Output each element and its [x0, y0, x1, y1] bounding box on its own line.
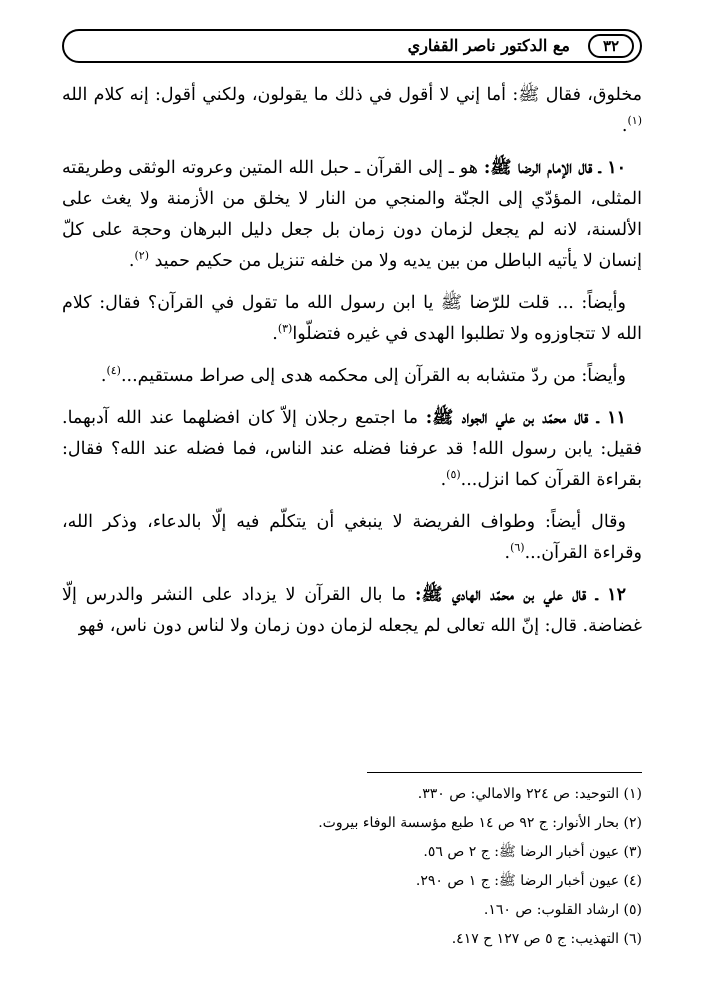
footnotes [62, 780, 642, 954]
running-header [62, 29, 642, 63]
footnote-ref: (٣) [277, 322, 293, 336]
footnote-ref: (٢) [134, 249, 149, 263]
paragraph [62, 580, 642, 642]
footnote-separator [367, 772, 642, 773]
numbered-heading: ١١ ـ قال محمّد بن علي الجواد ﷺ: [425, 408, 626, 428]
footnote-ref: (٤) [106, 364, 121, 378]
footnote-ref: (١) [627, 114, 642, 128]
footnote: (٤) عيون أخبار الرضا ﷺ: ج ١ ص ٢٩٠. [415, 873, 642, 889]
footnote: (٢) بحار الأنوار: ج ٩٢ ص ١٤ طبع مؤسسة الوفاء بيروت. [318, 815, 642, 831]
numbered-heading: ١٢ ـ قال علي بن محمّد الهادي ﷺ: [415, 585, 626, 605]
paragraph-text: وأيضاً: ... قلت للرّضا ﷺ يا ابن رسول الله ما تقول في القرآن؟ فقال: كلام الله لا تتجاوزوه ولا تطلبوا الهدى في غيره فتضلّوا [62, 293, 642, 344]
footnote: (٥) ارشاد القلوب: ص ١٦٠. [483, 902, 642, 918]
numbered-heading: ١٠ ـ قال الإمام الرضا ﷺ: [483, 158, 626, 178]
page-number: ٣٢ [588, 34, 634, 58]
main-text [62, 80, 642, 642]
paragraph-text: وقال أيضاً: وطواف الفريضة لا ينبغي أن يتكلّم فيه إلّا بالدعاء، وذكر الله، وقراءة القرآن... [62, 512, 642, 563]
footnote-ref: (٥) [446, 468, 461, 482]
running-title: مع الدكتور ناصر القفاري [407, 36, 570, 55]
paragraph-text: وأيضاً: من ردّ متشابه به القرآن إلى محكمه هدى إلى صراط مستقيم... [120, 366, 626, 386]
paragraph-text: هو ـ إلى القرآن ـ حبل الله المتين وعروته الوثقى وطريقته المثلى، المؤدّي إلى الجنّة والمنجي من النار لا يخلق من الأزمنة ولا يغث على الألسنة، لانه لم يجعل لزمان دون زمان بل جعل دليل البرهان وحجة على كلّ إنسان لا يأتيه الباطل من بين يديه ولا من خلفه تنزيل من حكيم حميد [62, 158, 642, 271]
paragraph-text: مخلوق، فقال ﷺ: أما إني لا أقول في ذلك ما يقولون، ولكني أقول: إنه كلام الله [62, 85, 642, 105]
footnote: (١) التوحيد: ص ٢٢٤ والامالي: ص ٣٣٠. [417, 786, 642, 802]
paragraph-text: ما اجتمع رجلان إلاّ كان افضلهما عند الله آدبهما. فقيل: يابن رسول الله! قد عرفنا فضله عند الناس، فما فضله عند الله؟ فقال: بقراءة القرآن كما انزل... [62, 408, 642, 490]
paragraph: وقال أيضاً: وطواف الفريضة لا ينبغي أن يتكلّم فيه إلّا بالدعاء، وذكر الله، وقراءة القرآن...$^{(٦)}$. [62, 512, 642, 563]
paragraph-text: ما بال القرآن لا يزداد على النشر والدرس إلّا غضاضة. قال: إنّ الله تعالى لم يجعله لزمان دون زمان ولا لناس دون ناس، فهو [62, 585, 642, 636]
footnote-ref: (٦) [510, 541, 525, 555]
paragraph: مخلوق، فقال ﷺ: أما إني لا أقول في ذلك ما يقولون، ولكني أقول: إنه كلام الله $^{(١)}$. [62, 85, 642, 136]
paragraph: وأيضاً: من ردّ متشابه به القرآن إلى محكمه هدى إلى صراط مستقيم...$^{(٤)}$. [100, 364, 626, 386]
footnote: (٦) التهذيب: ج ٥ ص ١٢٧ ح ٤١٧. [451, 931, 642, 947]
footnote: (٣) عيون أخبار الرضا ﷺ: ج ٢ ص ٥٦. [423, 844, 642, 860]
paragraph: ١١ ـ قال محمّد بن علي الجواد ﷺ: ما اجتمع رجلان إلاّ كان افضلهما عند الله آدبهما. فقيل: يابن رسول الله! قد عرفنا فضله عند الناس، فما فضله عند الله؟ فقال: بقراءة القرآن كما انزل...$^{(٥)}$. [62, 408, 642, 490]
paragraph: ١٠ ـ قال الإمام الرضا ﷺ: هو ـ إلى القرآن ـ حبل الله المتين وعروته الوثقى وطريقته المثلى، المؤدّي إلى الجنّة والمنجي من النار لا يخلق من الأزمنة ولا يغث على الألسنة، لانه لم يجعل لزمان دون زمان بل جعل دليل البرهان وحجة على كلّ إنسان لا يأتيه الباطل من بين يديه ولا من خلفه تنزيل من حكيم حميد $^{(٢)}$. [62, 158, 642, 271]
paragraph: وأيضاً: ... قلت للرّضا ﷺ يا ابن رسول الله ما تقول في القرآن؟ فقال: كلام الله لا تتجاوزوه ولا تطلبوا الهدى في غيره فتضلّوا$^{(٣)}$. [62, 293, 642, 344]
